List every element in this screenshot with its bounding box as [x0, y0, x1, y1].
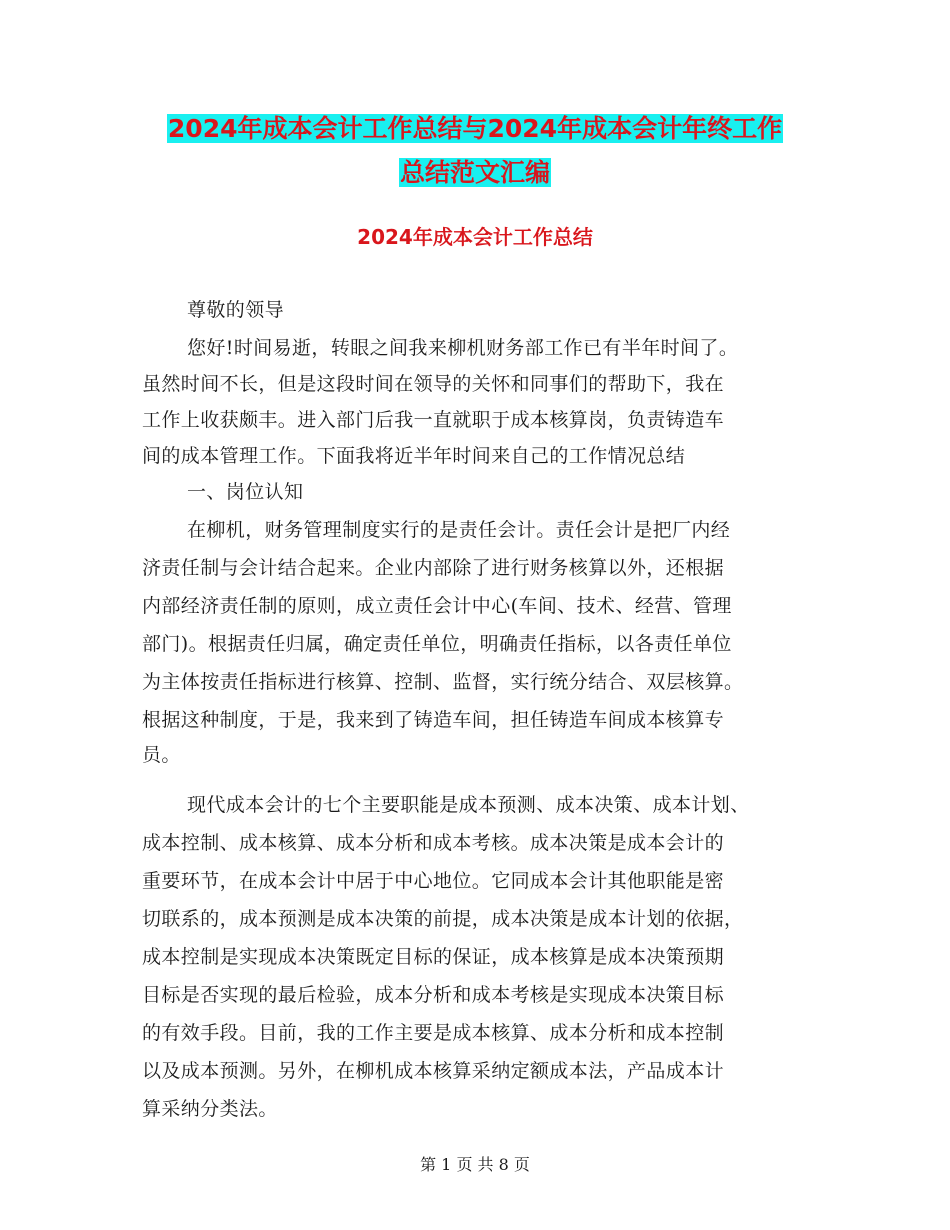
paragraph-line: 切联系的，成本预测是成本决策的前提，成本决策是成本计划的依据，: [142, 908, 744, 930]
paragraph-line: 间的成本管理工作。下面我将近半年时间来自己的工作情况总结: [142, 445, 686, 467]
section-heading: 2024年成本会计工作总结: [357, 225, 593, 249]
paragraph-line: 目标是否实现的最后检验，成本分析和成本考核是实现成本决策目标: [142, 984, 725, 1006]
paragraph-line: 的有效手段。目前，我的工作主要是成本核算、成本分析和成本控制: [142, 1022, 725, 1044]
paragraph-line: 根据这种制度，于是，我来到了铸造车间，担任铸造车间成本核算专: [142, 709, 725, 731]
document-title-line-2: [0, 155, 950, 191]
paragraph-line: 员。: [142, 744, 181, 766]
paragraph-line: 以及成本预测。另外，在柳机成本核算采纳定额成本法，产品成本计: [142, 1060, 725, 1082]
document-title-line-1: [0, 111, 950, 147]
paragraph-line: 虽然时间不长，但是这段时间在领导的关怀和同事们的帮助下，我在: [142, 373, 725, 395]
section-heading-line: 一、岗位认知: [187, 481, 304, 503]
paragraph-line: 成本控制、成本核算、成本分析和成本考核。成本决策是成本会计的: [142, 832, 725, 854]
paragraph-line: 内部经济责任制的原则，成立责任会计中心(车间、技术、经营、管理: [142, 595, 732, 617]
page-number-footer: 第 1 页 共 8 页: [420, 1155, 530, 1174]
paragraph-line: 现代成本会计的七个主要职能是成本预测、成本决策、成本计划、: [187, 794, 750, 816]
paragraph-line: 部门)。根据责任归属，确定责任单位，明确责任指标，以各责任单位: [142, 633, 732, 655]
paragraph-line: 工作上收获颇丰。进入部门后我一直就职于成本核算岗，负责铸造车: [142, 409, 725, 431]
paragraph-line: 您好!时间易逝，转眼之间我来柳机财务部工作已有半年时间了。: [187, 337, 739, 359]
paragraph-line: 算采纳分类法。: [142, 1098, 278, 1120]
paragraph-line: 济责任制与会计结合起来。企业内部除了进行财务核算以外，还根据: [142, 557, 725, 579]
salutation: 尊敬的领导: [187, 299, 285, 321]
title-highlight: 2024年成本会计工作总结与2024年成本会计年终工作: [167, 114, 783, 143]
paragraph-line: 成本控制是实现成本决策既定目标的保证，成本核算是成本决策预期: [142, 946, 725, 968]
paragraph-line: 重要环节，在成本会计中居于中心地位。它同成本会计其他职能是密: [142, 870, 725, 892]
paragraph-line: 为主体按责任指标进行核算、控制、监督，实行统分结合、双层核算。: [142, 671, 744, 693]
title-highlight: 总结范文汇编: [399, 158, 550, 187]
paragraph-line: 在柳机，财务管理制度实行的是责任会计。责任会计是把厂内经: [187, 519, 731, 541]
